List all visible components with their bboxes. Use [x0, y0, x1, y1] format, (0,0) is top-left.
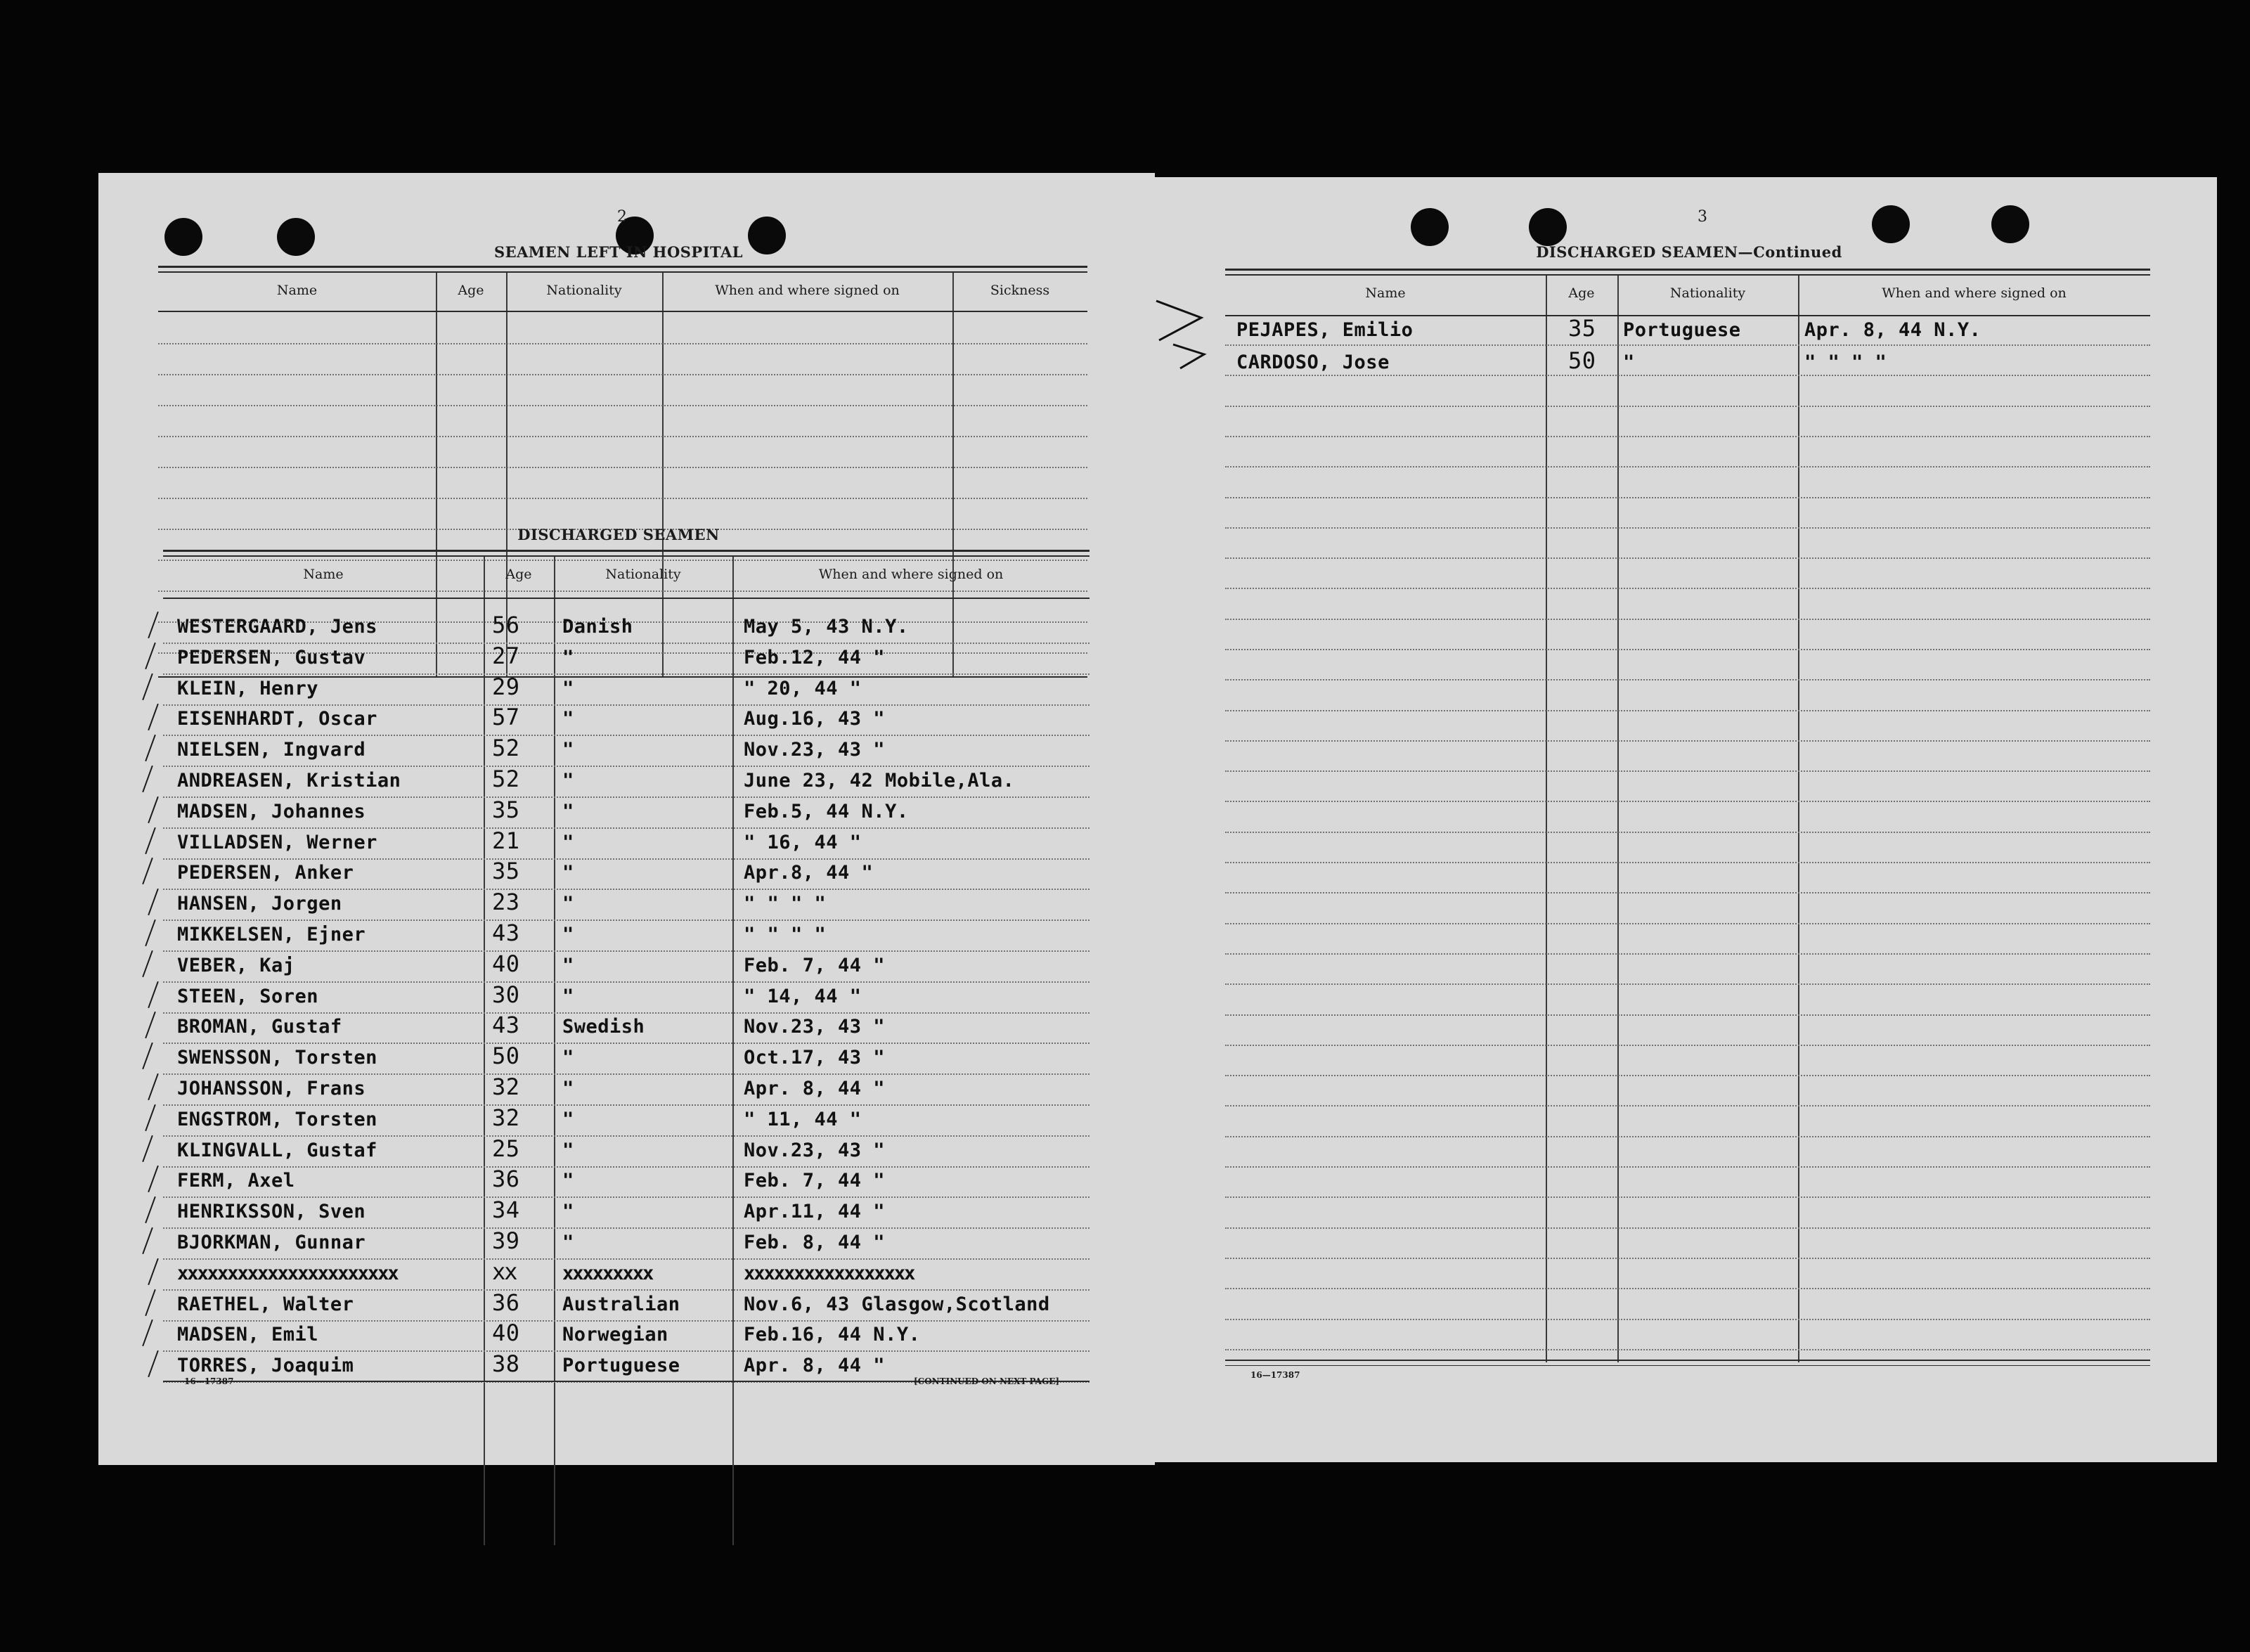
cell-name: CARDOSO, Jose [1236, 351, 1390, 373]
row-line [1225, 1288, 2150, 1290]
cell-nationality: Swedish [562, 1016, 645, 1038]
row-line [163, 1289, 1090, 1291]
cell-age: 34 [492, 1196, 520, 1223]
cell-signed: Apr. 8, 44 " [744, 1078, 886, 1099]
cell-name: VILLADSEN, Werner [177, 832, 377, 853]
column-divider [1617, 276, 1619, 1362]
cell-age: 29 [492, 673, 520, 700]
table-row [98, 673, 1090, 704]
table-row [98, 981, 1090, 1012]
discharged-section-title: DISCHARGED SEAMEN [517, 526, 720, 543]
cell-signed: Feb. 8, 44 " [744, 1232, 886, 1253]
row-line [158, 343, 1087, 345]
cell-name: PEDERSEN, Gustav [177, 647, 366, 669]
cell-nationality: " [562, 647, 574, 669]
cell-name: NIELSEN, Ingvard [177, 739, 366, 761]
cell-signed: Feb. 7, 44 " [744, 955, 886, 976]
table-row [98, 891, 1090, 919]
table-row [98, 796, 1090, 827]
cell-age: 50 [492, 1043, 520, 1069]
row-line [163, 1258, 1090, 1260]
cell-nationality: Australian [562, 1293, 680, 1315]
row-line [163, 796, 1090, 799]
cell-age: 56 [492, 612, 520, 638]
row-line [158, 405, 1087, 407]
cell-age: 36 [492, 1166, 520, 1192]
row-line [163, 919, 1090, 922]
section-title: DISCHARGED SEAMEN—Continued [1536, 243, 1842, 261]
cell-nationality: " [562, 893, 574, 915]
cell-name: MADSEN, Emil [177, 1324, 319, 1346]
cell-name: WESTERGAARD, Jens [177, 616, 377, 638]
table-rule [1225, 1365, 2150, 1366]
row-line [163, 735, 1090, 737]
table-row [98, 1104, 1090, 1135]
cell-signed: Nov.23, 43 " [744, 1140, 886, 1161]
cell-name: VEBER, Kaj [177, 955, 295, 976]
row-line [1225, 1227, 2150, 1230]
cell-signed: Feb.12, 44 " [744, 647, 886, 669]
discharged-header-signed: When and where signed on [818, 567, 1004, 582]
cell-nationality: " [562, 739, 574, 761]
table-row [1155, 315, 2150, 346]
continued-header-signed: When and where signed on [1882, 285, 2067, 301]
cell-signed: Feb.16, 44 N.Y. [744, 1324, 921, 1346]
cell-nationality: " [562, 770, 574, 792]
table-row [98, 919, 1090, 950]
row-line [1225, 588, 2150, 590]
cell-nationality: Norwegian [562, 1324, 668, 1346]
hospital-header-name: Name [276, 283, 318, 298]
cell-nationality: xxxxxxxxx [562, 1263, 653, 1284]
row-line [1225, 923, 2150, 925]
cell-signed: June 23, 42 Mobile,Ala. [744, 770, 1015, 792]
row-line [1225, 983, 2150, 986]
form-number: 16—17387 [184, 1376, 234, 1386]
row-line [158, 591, 1087, 593]
row-line [1225, 649, 2150, 651]
cell-name: SWENSSON, Torsten [177, 1047, 377, 1069]
cell-age: xx [492, 1258, 517, 1285]
cell-signed: May 5, 43 N.Y. [744, 616, 909, 638]
row-line [163, 889, 1090, 891]
cell-nationality: " [1623, 351, 1635, 373]
cell-signed: " 16, 44 " [744, 832, 862, 853]
hospital-header-sickness: Sickness [990, 283, 1050, 298]
cell-age: 57 [492, 704, 520, 730]
row-line [158, 560, 1087, 562]
cell-signed: Apr. 8, 44 " [744, 1355, 886, 1376]
row-line [163, 981, 1090, 983]
punch-hole [1991, 205, 2029, 243]
cell-age: 43 [492, 919, 520, 946]
cell-nationality: Danish [562, 616, 633, 638]
table-rule [158, 271, 1087, 273]
cell-name: TORRES, Joaquim [177, 1355, 354, 1376]
row-line [163, 1104, 1090, 1106]
punch-hole [1529, 208, 1567, 246]
cell-name: KLINGVALL, Gustaf [177, 1140, 377, 1161]
cell-nationality: " [562, 924, 574, 946]
cell-age: 30 [492, 981, 520, 1008]
hospital-section-title: SEAMEN LEFT IN HOSPITAL [493, 243, 744, 261]
table-row [98, 860, 1090, 889]
row-line [158, 498, 1087, 500]
cell-name: JOHANSSON, Frans [177, 1078, 366, 1099]
cell-age: 40 [492, 1319, 520, 1346]
table-row [98, 1227, 1090, 1258]
cell-nationality: " [562, 801, 574, 822]
cell-name: FERM, Axel [177, 1170, 295, 1192]
cell-age: 50 [1568, 347, 1596, 374]
cell-age: 36 [492, 1289, 520, 1316]
row-line [1225, 740, 2150, 742]
cell-nationality: " [562, 955, 574, 976]
right-page [1155, 177, 2217, 1462]
row-line [163, 827, 1090, 830]
form-number: 16—17387 [1250, 1370, 1300, 1380]
cell-nationality: " [562, 832, 574, 853]
table-row [98, 950, 1090, 981]
cell-name: PEDERSEN, Anker [177, 862, 354, 884]
row-line [163, 1043, 1090, 1045]
table-row [98, 1196, 1090, 1227]
row-line [1225, 953, 2150, 955]
arrow-mark [1152, 290, 1222, 374]
cell-name: ENGSTROM, Torsten [177, 1109, 377, 1130]
punch-hole [1872, 205, 1910, 243]
row-line [1225, 1105, 2150, 1107]
cell-name: EISENHARDT, Oscar [177, 708, 377, 730]
table-rule [1225, 1360, 2150, 1361]
cell-signed: Aug.16, 43 " [744, 708, 886, 730]
row-line [1225, 770, 2150, 773]
table-row [98, 1258, 1090, 1289]
cell-nationality: " [562, 1140, 574, 1161]
row-line [163, 643, 1090, 645]
row-line [1225, 892, 2150, 894]
cell-age: 35 [1568, 315, 1596, 342]
table-rule [158, 266, 1087, 268]
column-divider [1798, 276, 1799, 1362]
cell-age: 35 [492, 796, 520, 823]
cell-name: ANDREASEN, Kristian [177, 770, 401, 792]
row-line [1225, 406, 2150, 408]
cell-name: HENRIKSSON, Sven [177, 1201, 366, 1222]
continued-header-name: Name [1365, 285, 1406, 301]
table-row [98, 1319, 1090, 1350]
punch-hole [164, 218, 202, 256]
cell-nationality: " [562, 678, 574, 699]
cell-age: 32 [492, 1073, 520, 1100]
table-row [98, 1135, 1090, 1166]
cell-signed: Apr.11, 44 " [744, 1201, 886, 1222]
cell-age: 52 [492, 766, 520, 792]
table-row [98, 645, 1090, 673]
left-page [98, 173, 1155, 1465]
cell-name: xxxxxxxxxxxxxxxxxxxxxx [177, 1263, 398, 1284]
table-row [98, 1168, 1090, 1196]
cell-signed: Nov.23, 43 " [744, 1016, 886, 1038]
row-line [163, 1196, 1090, 1199]
row-line [163, 950, 1090, 953]
row-line [1225, 1349, 2150, 1351]
cell-signed: Feb. 7, 44 " [744, 1170, 886, 1192]
table-row [98, 1289, 1090, 1320]
header-rule [163, 598, 1090, 599]
cell-age: 32 [492, 1104, 520, 1131]
cell-signed: Feb.5, 44 N.Y. [744, 801, 909, 822]
row-line [1225, 1014, 2150, 1017]
table-row [98, 768, 1090, 796]
cell-name: PEJAPES, Emilio [1236, 319, 1414, 341]
cell-signed: Oct.17, 43 " [744, 1047, 886, 1069]
table-row [1155, 347, 2150, 378]
punch-hole [748, 217, 786, 254]
cell-nationality: " [562, 1201, 574, 1222]
row-line [1225, 801, 2150, 803]
cell-age: 52 [492, 735, 520, 761]
cell-age: 21 [492, 827, 520, 854]
cell-age: 23 [492, 889, 520, 915]
cell-name: MADSEN, Johannes [177, 801, 366, 822]
table-row [98, 1045, 1090, 1073]
row-line [163, 766, 1090, 768]
cell-signed: Apr. 8, 44 N.Y. [1804, 319, 1981, 341]
table-row [98, 737, 1090, 766]
row-line [1225, 1075, 2150, 1077]
cell-signed: xxxxxxxxxxxxxxxxx [744, 1263, 914, 1284]
discharged-header-name: Name [303, 567, 344, 582]
table-row [98, 1014, 1090, 1043]
hospital-header-age: Age [458, 283, 484, 298]
table-row [98, 706, 1090, 735]
table-row [98, 827, 1090, 858]
row-line [1225, 466, 2150, 468]
hospital-header-signed: When and where signed on [715, 283, 900, 298]
table-rule [163, 555, 1090, 557]
row-line [1225, 1045, 2150, 1047]
row-line [1225, 862, 2150, 864]
discharged-header-age: Age [505, 567, 532, 582]
row-line [1225, 436, 2150, 438]
continued-note: [CONTINUED ON NEXT PAGE] [914, 1376, 1060, 1386]
row-line [158, 467, 1087, 469]
hospital-header-nationality: Nationality [546, 283, 622, 298]
cell-name: HANSEN, Jorgen [177, 893, 342, 915]
cell-nationality: Portuguese [1623, 319, 1741, 341]
row-line [1225, 832, 2150, 834]
cell-age: 35 [492, 858, 520, 884]
cell-signed: Nov.6, 43 Glasgow,Scotland [744, 1293, 1050, 1315]
row-line [1225, 710, 2150, 712]
cell-nationality: " [562, 1047, 574, 1069]
cell-signed: Apr.8, 44 " [744, 862, 874, 884]
header-rule [158, 311, 1087, 312]
cell-nationality: " [562, 1232, 574, 1253]
continued-header-age: Age [1568, 285, 1595, 301]
cell-signed: " 14, 44 " [744, 986, 862, 1007]
cell-age: 39 [492, 1227, 520, 1254]
table-row [98, 1073, 1090, 1104]
cell-signed: " " " " [744, 924, 827, 946]
cell-nationality: " [562, 1109, 574, 1130]
table-rule [1225, 274, 2150, 276]
cell-age: 43 [492, 1012, 520, 1038]
cell-age: 25 [492, 1135, 520, 1162]
cell-signed: Nov.23, 43 " [744, 739, 886, 761]
row-line [1225, 1166, 2150, 1168]
row-line [1225, 619, 2150, 621]
row-line [1225, 1258, 2150, 1260]
table-row [98, 614, 1090, 643]
cell-age: 40 [492, 950, 520, 977]
cell-signed: " 20, 44 " [744, 678, 862, 699]
row-line [163, 673, 1090, 676]
row-line [1225, 557, 2150, 560]
row-line [163, 1227, 1090, 1230]
cell-age: 38 [492, 1350, 520, 1377]
row-line [158, 374, 1087, 376]
header-rule [1225, 315, 2150, 316]
cell-age: 27 [492, 643, 520, 669]
row-line [1225, 1196, 2150, 1199]
row-line [158, 436, 1087, 438]
cell-name: STEEN, Soren [177, 986, 319, 1007]
cell-signed: " " " " [1804, 351, 1887, 373]
row-line [163, 1135, 1090, 1137]
punch-hole [277, 218, 315, 256]
cell-name: MIKKELSEN, Ejner [177, 924, 366, 946]
cell-nationality: " [562, 862, 574, 884]
row-line [163, 1073, 1090, 1076]
row-line [1225, 1319, 2150, 1321]
cell-name: BROMAN, Gustaf [177, 1016, 342, 1038]
continued-header-nationality: Nationality [1669, 285, 1746, 301]
cell-nationality: " [562, 1078, 574, 1099]
cell-nationality: Portuguese [562, 1355, 680, 1376]
table-rule [1225, 269, 2150, 271]
cell-nationality: " [562, 986, 574, 1007]
punch-hole [1411, 208, 1449, 246]
cell-nationality: " [562, 1170, 574, 1192]
discharged-header-nationality: Nationality [605, 567, 681, 582]
row-line [1225, 679, 2150, 681]
cell-signed: " 11, 44 " [744, 1109, 862, 1130]
page-number: 2 [617, 208, 627, 226]
cell-nationality: " [562, 708, 574, 730]
cell-name: RAETHEL, Walter [177, 1293, 354, 1315]
row-line [163, 1350, 1090, 1353]
row-line [1225, 527, 2150, 529]
cell-name: BJORKMAN, Gunnar [177, 1232, 366, 1253]
table-rule [163, 550, 1090, 552]
row-line [1225, 1136, 2150, 1138]
page-number: 3 [1698, 208, 1707, 226]
row-line [1225, 497, 2150, 499]
column-divider [1546, 276, 1547, 1362]
cell-name: KLEIN, Henry [177, 678, 319, 699]
cell-signed: " " " " [744, 893, 827, 915]
